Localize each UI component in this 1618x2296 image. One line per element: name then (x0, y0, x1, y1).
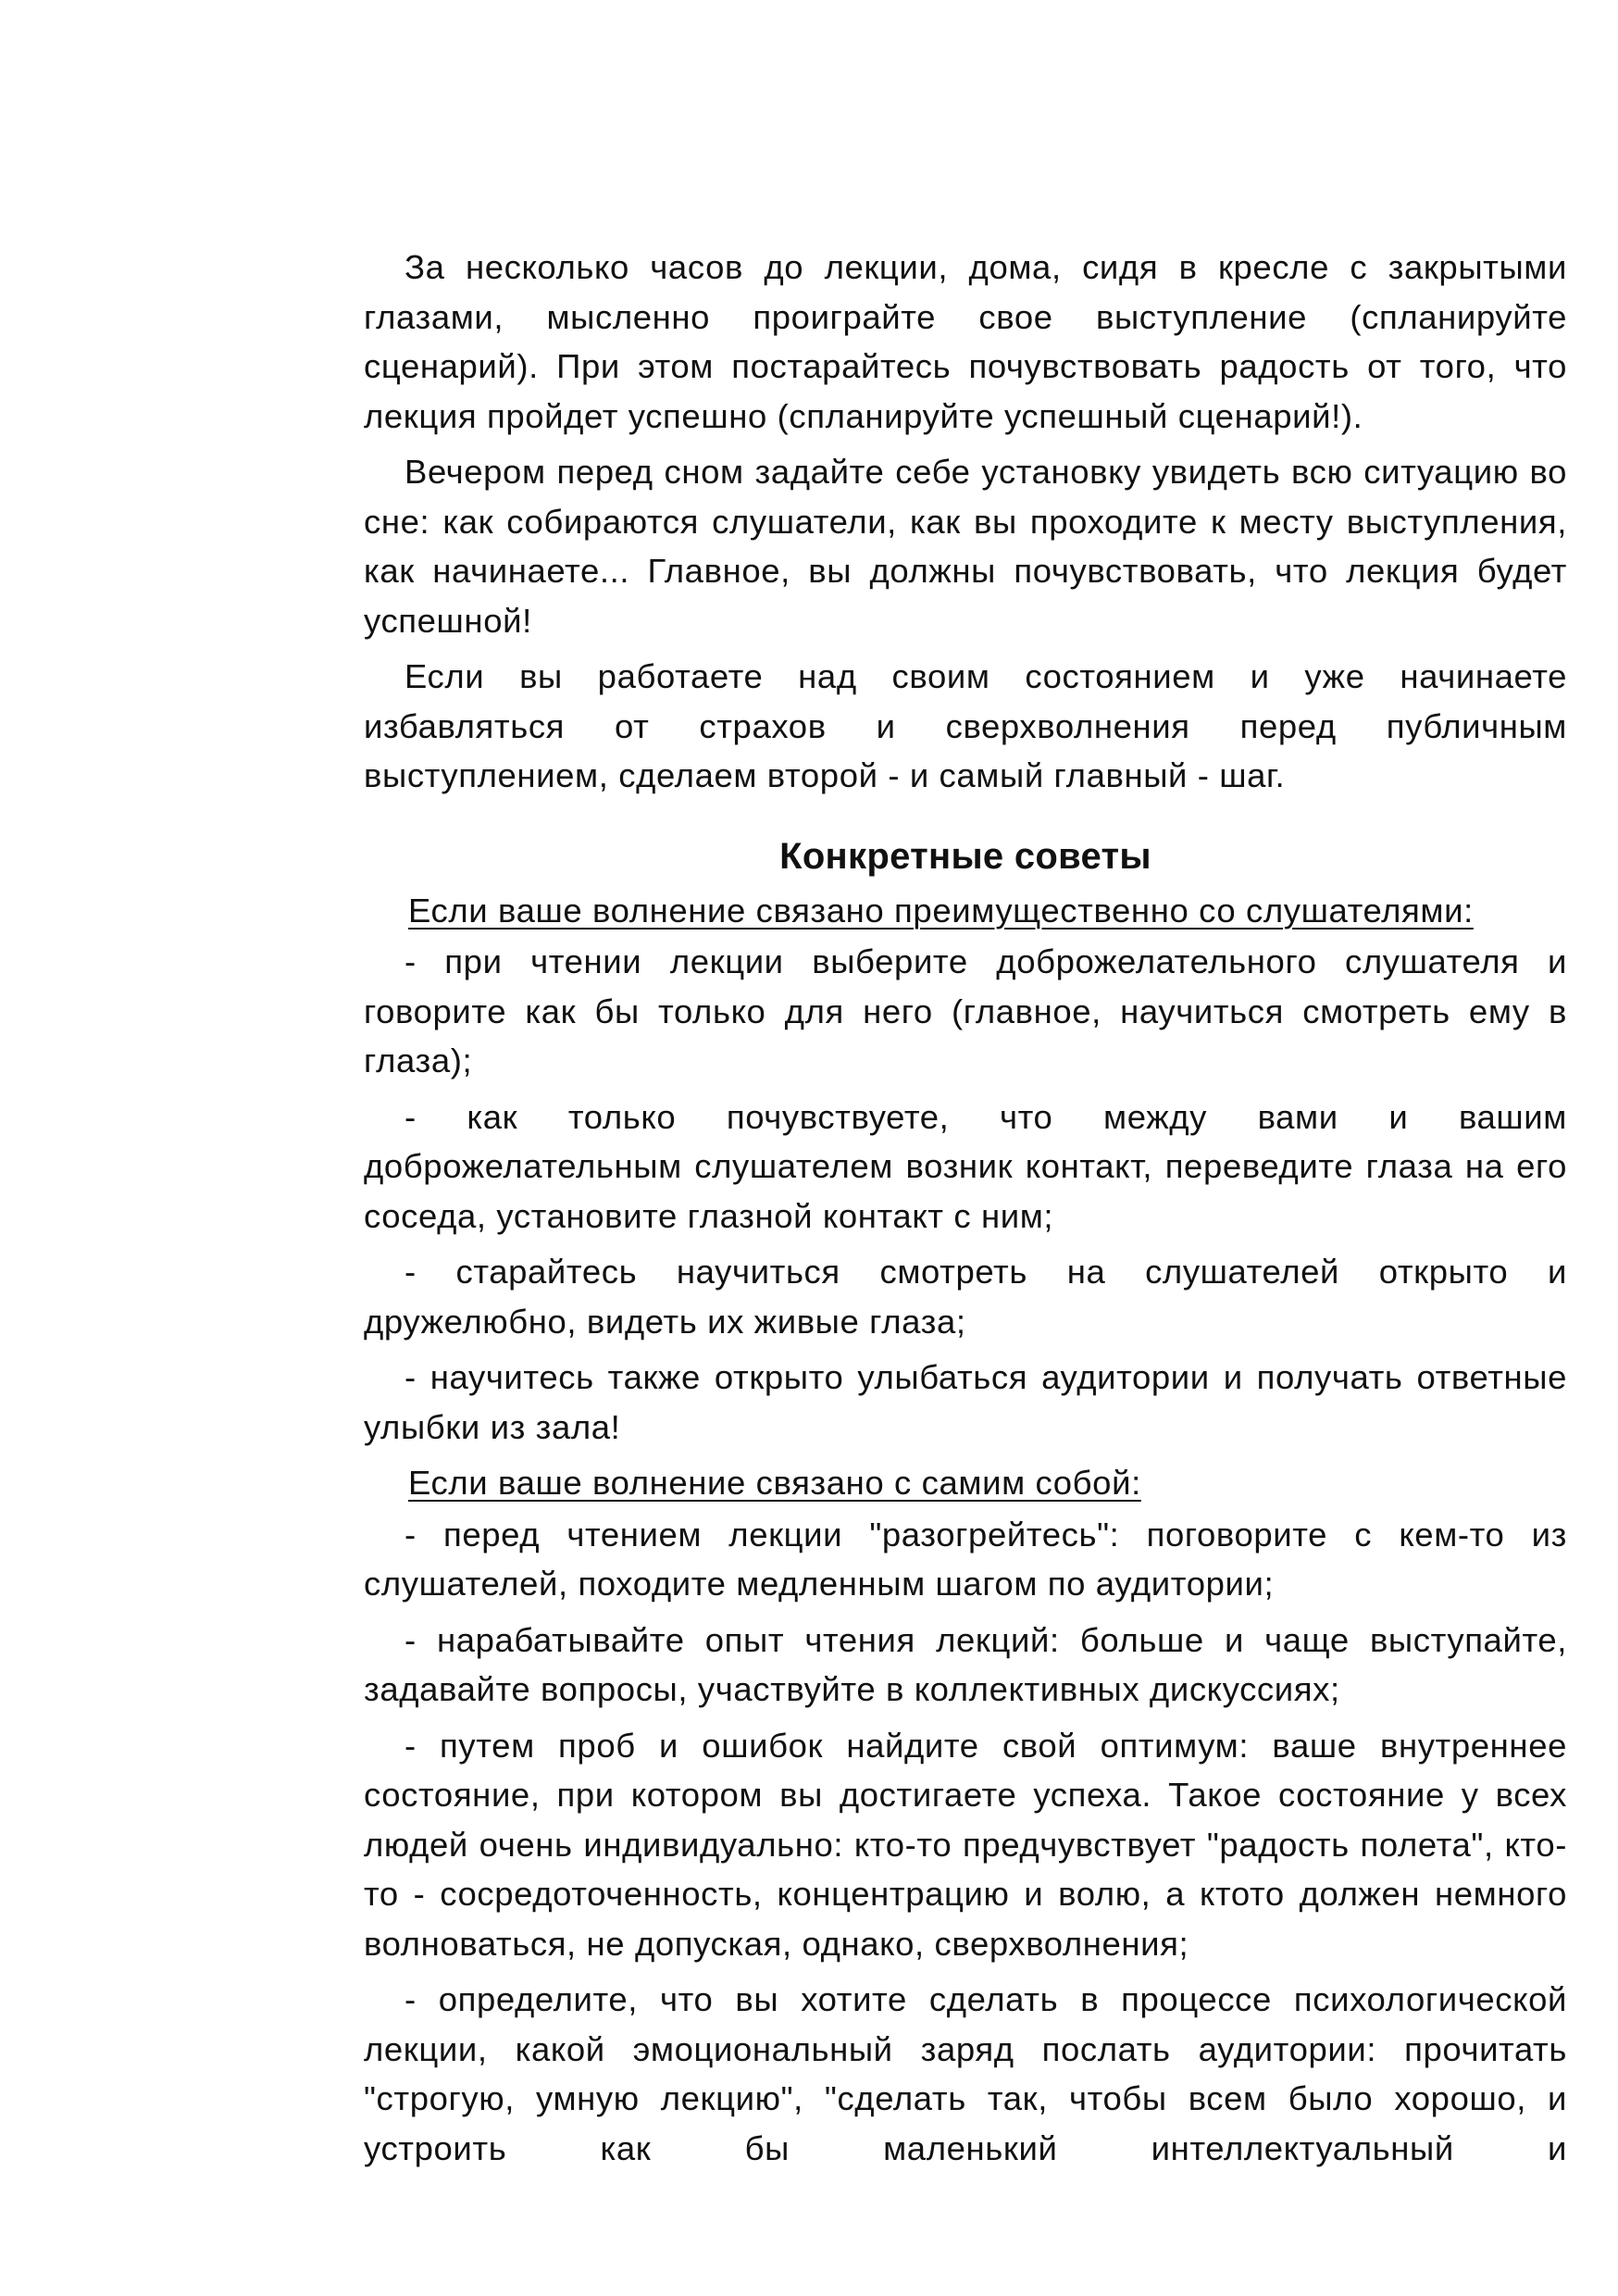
self-tip-4: - определите, что вы хотите сделать в процессе психологической лекции, какой эмоциональный заряд послать аудитории: прочитать "строгую, умную лекцию", "сделать так, чтобы всем было хорошо, и устроить как бы маленький интеллектуальный и (364, 1980, 1567, 2167)
listeners-tip-2: - как только почувствуете, что между вами и вашим доброжелательным слушателем возник контакт, переведите глаза на его соседа, установите глазной контакт с ним; (364, 1097, 1567, 1235)
page-body (364, 243, 1567, 2179)
intro-paragraph-1: За несколько часов до лекции, дома, сидя в кресле с закрытыми глазами, мысленно проиграйте свое выступление (спланируйте сценарий). При этом постарайтесь почувствовать радость от того, что лекция пройдет успешно (спланируйте успешный сценарий!). (364, 248, 1567, 435)
listeners-tip-3: - старайтесь научиться смотреть на слушателей открыто и дружелюбно, видеть их живые глаза; (364, 1253, 1567, 1341)
self-tip-1: - перед чтением лекции "разогрейтесь": поговорите с кем-то из слушателей, походите медленным шагом по аудитории; (364, 1515, 1567, 1603)
intro-paragraph-3: Если вы работаете над своим состоянием и уже начинаете избавляться от страхов и сверхволнения перед публичным выступлением, сделаем второй - и самый главный - шаг. (364, 657, 1567, 794)
listeners-tip-4: - научитесь также открыто улыбаться аудитории и получать ответные улыбки из зала! (364, 1358, 1567, 1446)
listeners-tip-1: - при чтении лекции выберите доброжелательного слушателя и говорите как бы только для него (главное, научиться смотреть ему в глаза); (364, 942, 1567, 1079)
self-subheading: Если ваше волнение связано с самим собой: (408, 1464, 1141, 1502)
listeners-subheading: Если ваше волнение связано преимущественно со слушателями: (408, 891, 1474, 930)
self-tip-3: - путем проб и ошибок найдите свой оптимум: ваше внутреннее состояние, при котором вы достигаете успеха. Такое состояние у всех людей очень индивидуально: кто-то предчувствует "радость полета", кто-то - сосредоточенность, концентрацию и волю, а ктото должен немного волноваться, не допуская, однако, сверхволнения; (364, 1726, 1567, 1963)
self-tip-2: - нарабатывайте опыт чтения лекций: больше и чаще выступайте, задавайте вопросы, участвуйте в коллективных дискуссиях; (364, 1620, 1567, 1708)
intro-paragraph-2: Вечером перед сном задайте себе установку увидеть всю ситуацию во сне: как собираются слушатели, как вы проходите к месту выступления, как начинаете... Главное, вы должны почувствовать, что лекция будет успешной! (364, 453, 1567, 640)
section-title: Конкретные советы (779, 835, 1151, 877)
